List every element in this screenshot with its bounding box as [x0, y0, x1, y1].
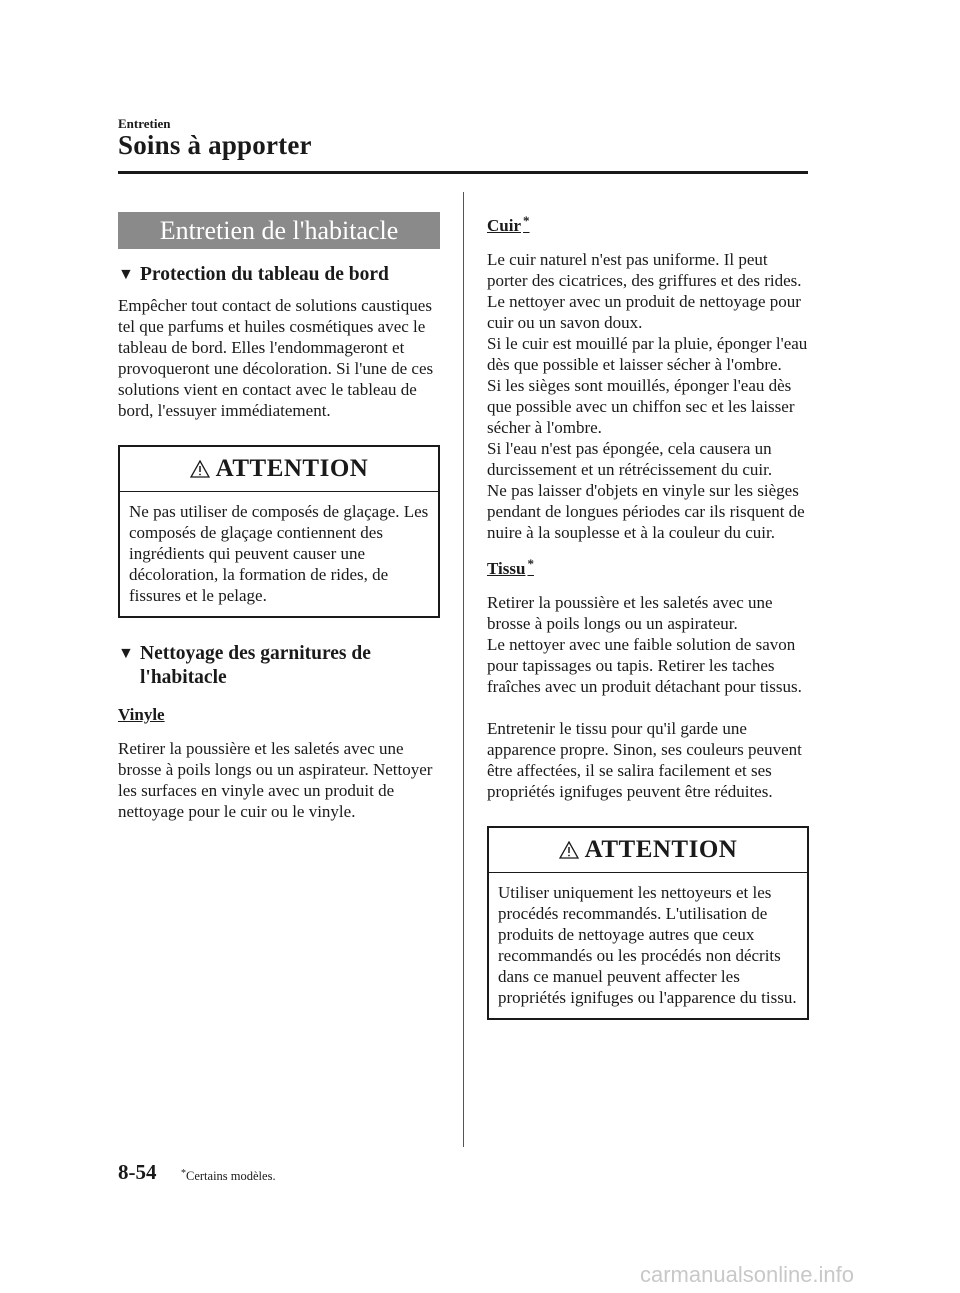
vinyl-text: Retirer la poussière et les saletés avec une brosse à poils longs ou un aspirateur. Nettoyer les surfaces en vinyle avec un produit de nettoyage pour le cuir ou le vinyle.: [118, 739, 433, 821]
warning-triangle-icon: [559, 841, 579, 859]
trim-heading-text: Nettoyage des garnitures de l'habitacle: [140, 643, 371, 688]
attention-title: ATTENTION: [584, 836, 738, 863]
leather-text-2: Si le cuir est mouillé par la pluie, éponger l'eau dès que possible et laisser sécher à l'ombre.: [487, 334, 808, 374]
leather-text-4: Si l'eau n'est pas épongée, cela causera un durcissement et un rétrécissement du cuir.: [487, 439, 773, 479]
column-divider: [463, 192, 464, 1147]
vinyl-label: Vinyle: [118, 705, 165, 724]
leather-text-1: Le cuir naturel n'est pas uniforme. Il peut porter des cicatrices, des griffures et des rides. Le nettoyer avec un produit de nettoyage pour cuir ou un savon doux.: [487, 250, 802, 332]
watermark: carmanualsonline.info: [640, 1262, 855, 1287]
leather-label: [487, 210, 809, 237]
fabric-text-1: Retirer la poussière et les saletés avec une brosse à poils longs ou un aspirateur.: [487, 593, 773, 633]
section-banner: Entretien de l'habitacle: [118, 212, 440, 249]
asterisk-icon: *: [181, 1168, 186, 1179]
footnote: [181, 1168, 276, 1184]
dashboard-text: Empêcher tout contact de solutions caustiques tel que parfums et huiles cosmétiques avec le tableau de bord. Elles l'endommageront et provoqueront une décoloration. Si l'une de ces solutions vient en contact avec le tableau de bord, l'essuyer immédiatement.: [118, 296, 434, 420]
dashboard-heading-text: Protection du tableau de bord: [140, 264, 389, 285]
fabric-label: [487, 553, 809, 580]
fabric-text-3: Entretenir le tissu pour qu'il garde une apparence propre. Sinon, ses couleurs peuvent être affectées, il se salira facilement et ses propriétés ignifuges peuvent être réduites.: [487, 719, 802, 801]
attention-text: Utiliser uniquement les nettoyeurs et les procédés recommandés. L'utilisation de produits de nettoyage autres que ceux recommandés ou les procédés non décrits dans ce manuel peuvent affecter les propriétés ignifuges ou l'apparence du tissu.: [498, 883, 797, 1007]
trim-heading: [118, 642, 440, 690]
dashboard-heading: [118, 263, 440, 287]
section-label: Entretien: [118, 116, 171, 131]
footnote-text: Certains modèles.: [186, 1169, 276, 1183]
left-column: [118, 212, 440, 822]
attention-title: ATTENTION: [215, 455, 369, 482]
attention-header: [489, 828, 807, 873]
leather-text-3: Si les sièges sont mouillés, éponger l'eau dès que possible avec un chiffon sec et les laisser sécher à l'ombre.: [487, 376, 795, 437]
page-number: 8-54: [118, 1160, 157, 1184]
fabric-label-text: Tissu: [487, 559, 526, 578]
right-column: [487, 210, 809, 1020]
leather-text-5: Ne pas laisser d'objets en vinyle sur les sièges pendant de longues périodes car ils risquent de nuire à la souplesse et à la couleur du cuir.: [487, 481, 805, 542]
header-divider: [118, 171, 808, 174]
triangle-down-icon: ▼: [118, 266, 134, 283]
page-title: Soins à apporter: [118, 130, 312, 160]
triangle-down-icon: ▼: [118, 645, 134, 662]
attention-text: Ne pas utiliser de composés de glaçage. Les composés de glaçage contiennent des ingrédients qui peuvent causer une décoloration, la formation de rides, de fissures et le pelage.: [129, 502, 429, 605]
attention-header: [120, 447, 438, 492]
attention-box-2: [487, 826, 809, 1020]
fabric-text-2: Le nettoyer avec une faible solution de savon pour tapissages ou tapis. Retirer les taches fraîches avec un produit détachant pour tissus.: [487, 635, 802, 696]
leather-label-text: Cuir: [487, 216, 521, 235]
asterisk-icon: *: [527, 556, 534, 571]
attention-box-1: [118, 445, 440, 618]
asterisk-icon: *: [523, 213, 530, 228]
warning-triangle-icon: [190, 460, 210, 478]
